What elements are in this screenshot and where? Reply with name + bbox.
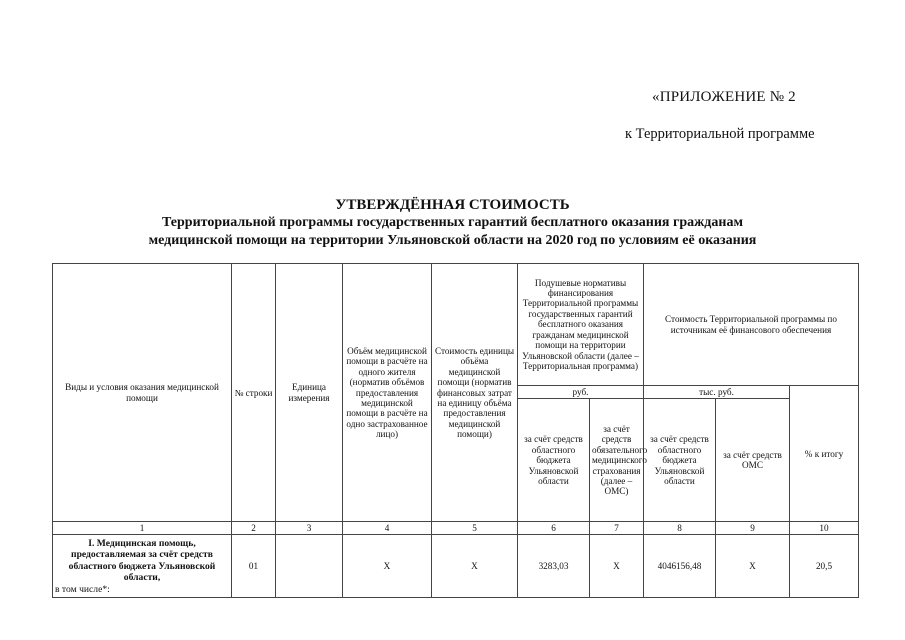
header-kinds: Виды и условия оказания медицинской помощи bbox=[53, 264, 232, 522]
header-volume: Объём медицинской помощи в расчёте на одного жителя (норматив объёмов предоставления медицинской помощи в расчёте на одно застрахованное лицо) bbox=[343, 264, 432, 522]
row-label-note: в том числе*: bbox=[55, 583, 110, 595]
row-cost-budget: 4046156,48 bbox=[644, 535, 716, 598]
header-unit-rub: руб. bbox=[518, 386, 644, 399]
column-number: 5 bbox=[432, 522, 518, 535]
column-number: 8 bbox=[644, 522, 716, 535]
column-number: 9 bbox=[716, 522, 790, 535]
column-number: 4 bbox=[343, 522, 432, 535]
title-line-2: Территориальной программы государственных гарантий бесплатного оказания гражданам bbox=[162, 215, 743, 230]
row-cost-oms: Х bbox=[716, 535, 790, 598]
row-per-capita-budget: 3283,03 bbox=[518, 535, 590, 598]
appendix-label: «ПРИЛОЖЕНИЕ № 2 bbox=[652, 89, 796, 105]
document-title bbox=[0, 196, 905, 250]
column-number: 10 bbox=[790, 522, 859, 535]
cost-table bbox=[52, 263, 859, 598]
column-number: 6 bbox=[518, 522, 590, 535]
row-percent: 20,5 bbox=[790, 535, 859, 598]
row-label bbox=[53, 535, 232, 598]
program-reference: к Территориальной программе bbox=[625, 126, 815, 142]
table-row bbox=[53, 535, 859, 598]
column-number-row bbox=[53, 522, 859, 535]
header-regional-budget: за счёт средств областного бюджета Ульяновской области bbox=[518, 399, 590, 522]
column-number: 1 bbox=[53, 522, 232, 535]
header-percent: % к итогу bbox=[790, 386, 859, 522]
column-number: 7 bbox=[590, 522, 644, 535]
row-label-text: I. Медицинская помощь, предоставляемая за счёт средств областного бюджета Ульяновской области, bbox=[68, 537, 216, 584]
row-per-capita-oms: Х bbox=[590, 535, 644, 598]
row-volume: Х bbox=[343, 535, 432, 598]
header-per-capita: Подушевые нормативы финансирования Территориальной программы государственных гарантий бесплатного оказания гражданам медицинской помощи на территории Ульяновской области (далее – Территориальная программа) bbox=[518, 264, 644, 386]
header-oms-full: за счёт средств обязательного медицинского страхования (далее – ОМС) bbox=[590, 399, 644, 522]
row-cost-unit: Х bbox=[432, 535, 518, 598]
header-regional-budget-2: за счёт средств областного бюджета Ульяновской области bbox=[644, 399, 716, 522]
column-number: 3 bbox=[276, 522, 343, 535]
header-unit: Единица измерения bbox=[276, 264, 343, 522]
column-number: 2 bbox=[232, 522, 276, 535]
header-cost-unit: Стоимость единицы объёма медицинской помощи (норматив финансовых затрат на единицу объёма предоставления медицинской помощи) bbox=[432, 264, 518, 522]
row-number: 01 bbox=[232, 535, 276, 598]
header-row-no: № строки bbox=[232, 264, 276, 522]
header-unit-thousand-rub: тыс. руб. bbox=[644, 386, 790, 399]
title-line-1: УТВЕРЖДЁННАЯ СТОИМОСТЬ bbox=[335, 197, 570, 213]
header-oms-short: за счёт средств ОМС bbox=[716, 399, 790, 522]
row-unit bbox=[276, 535, 343, 598]
title-line-3: медицинской помощи на территории Ульяновской области на 2020 год по условиям её оказания bbox=[148, 233, 757, 248]
header-cost-total: Стоимость Территориальной программы по источникам её финансового обеспечения bbox=[644, 264, 859, 386]
